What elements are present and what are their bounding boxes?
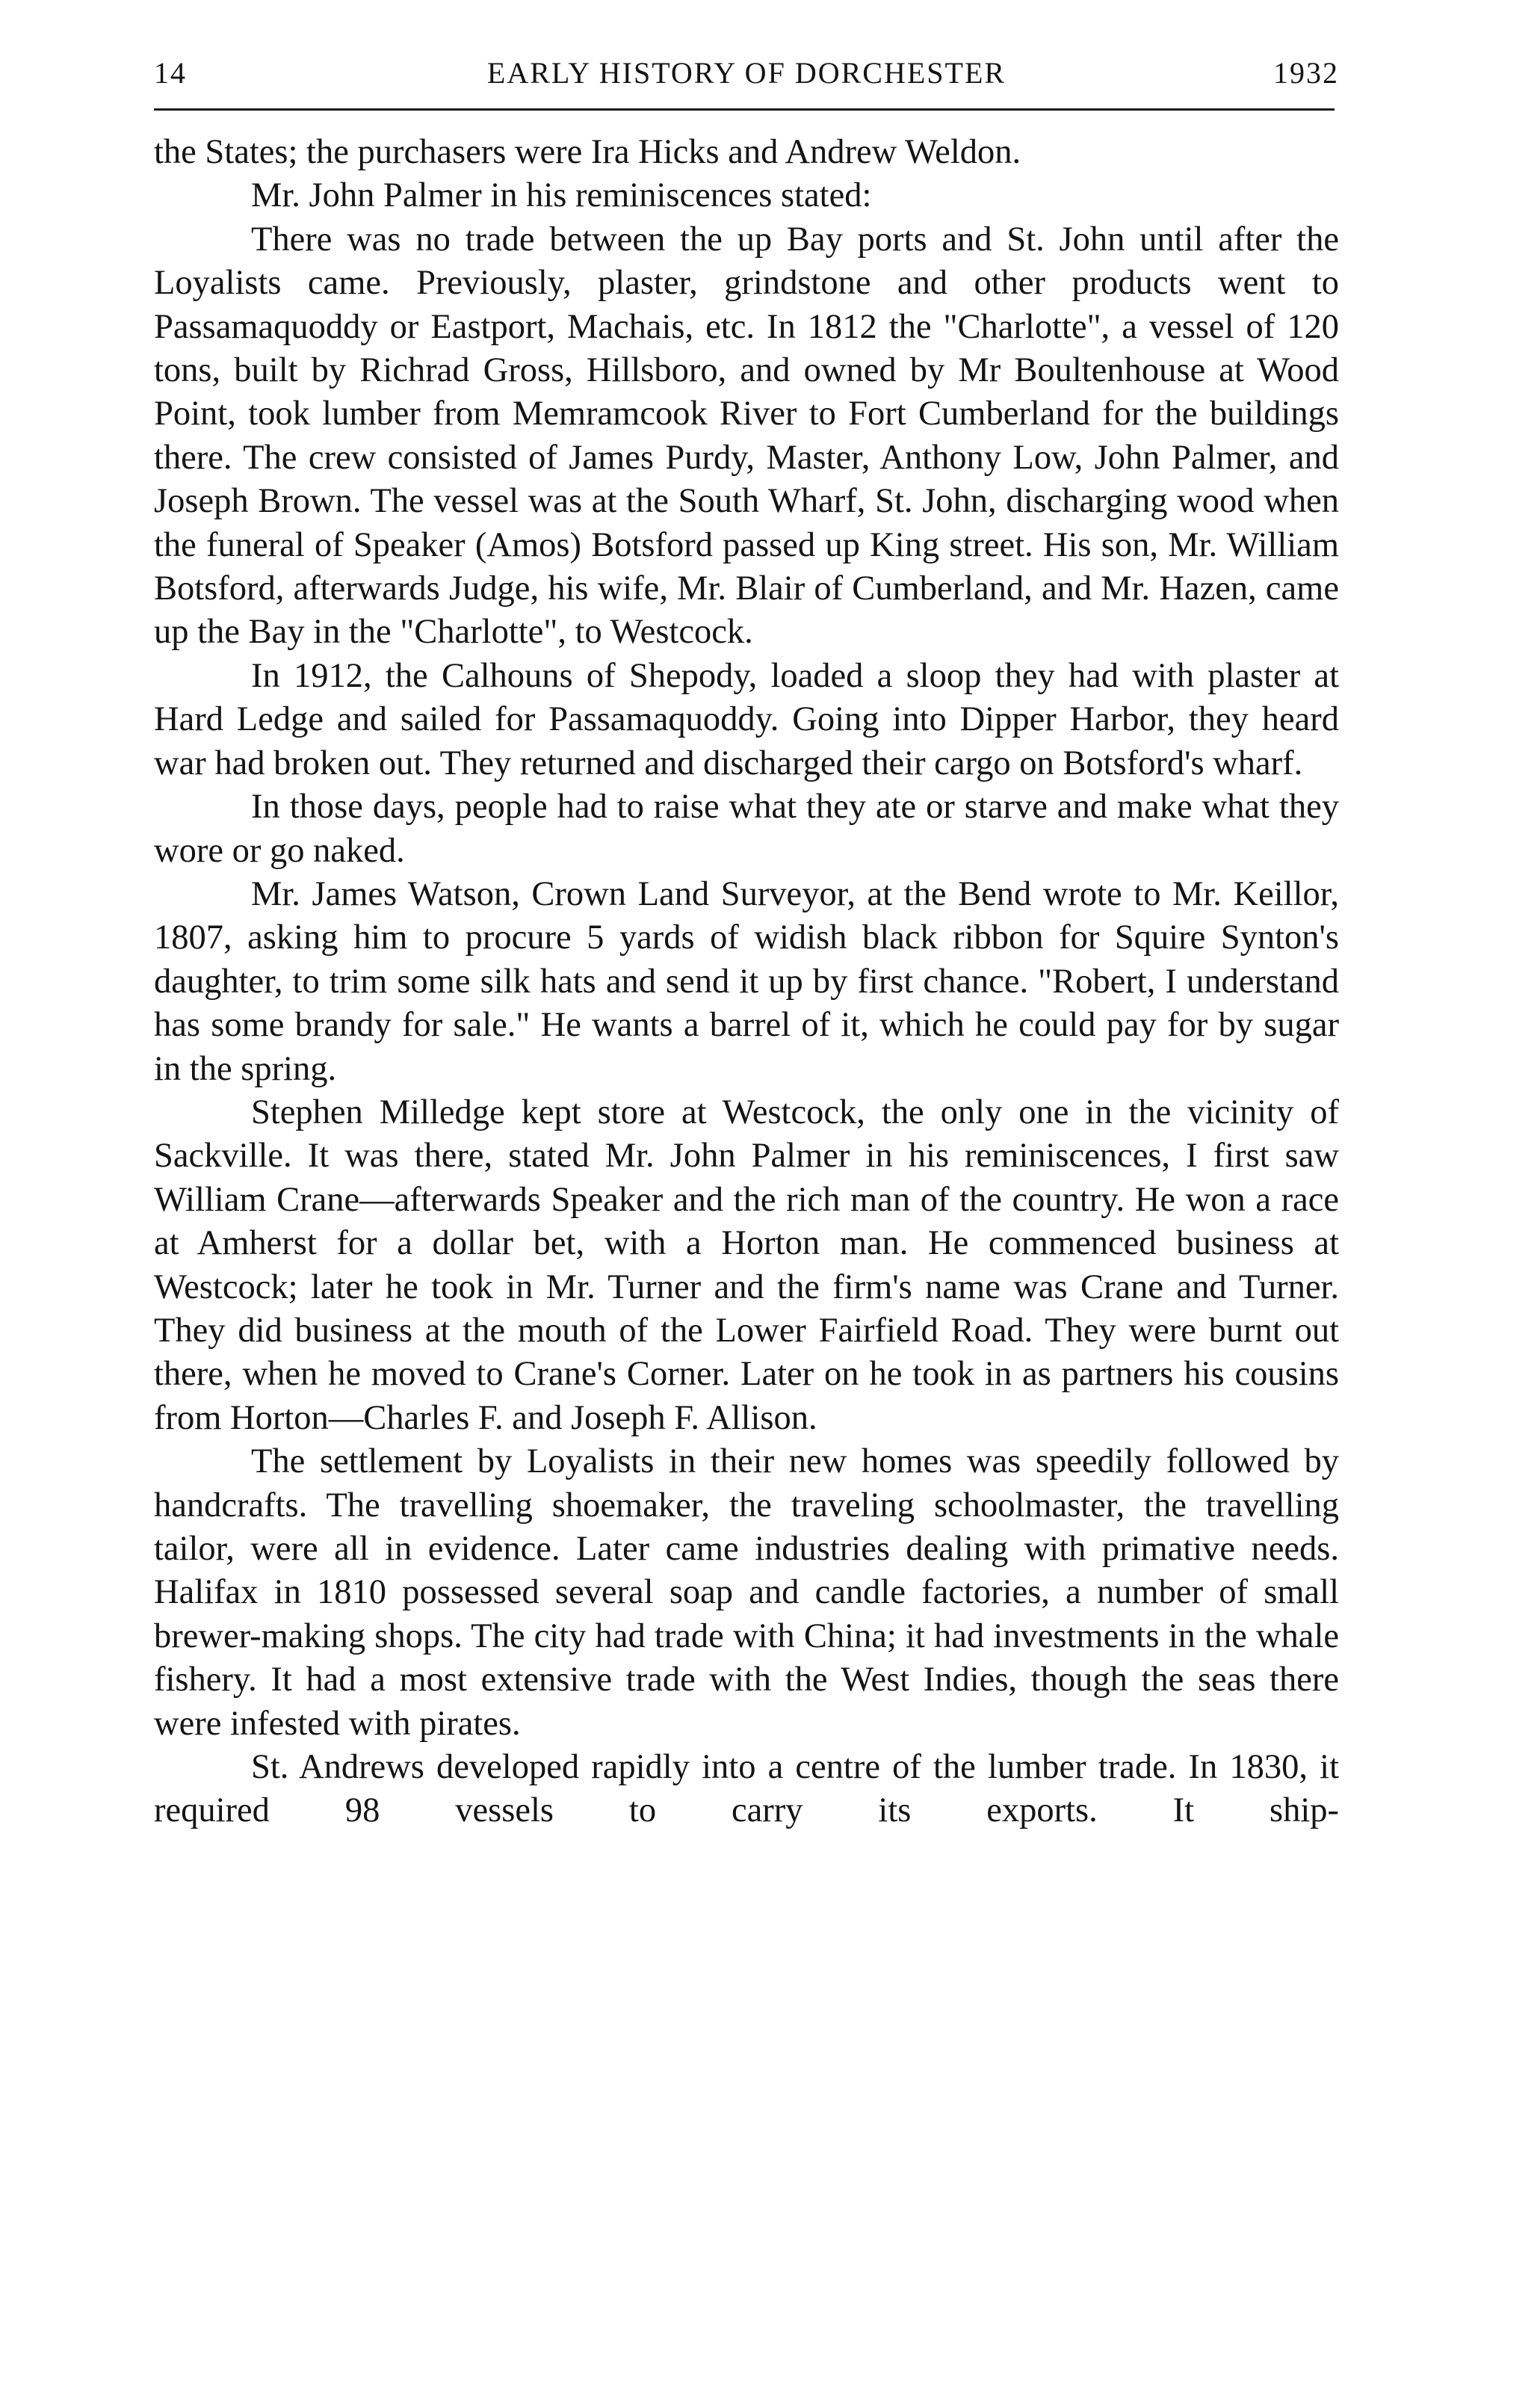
paragraph-milledge: Stephen Milledge kept store at Westcock, the only one in the vicinity of Sackville. It was there, stated Mr. John Palmer in his reminiscences, I first saw William Crane—afterwards Speaker and the rich man of the country. He won a race at Amherst for a dollar bet, with a Horton man. He commenced business at Westcock; later he took in Mr. Turner and the firm's name was Crane and Turner. They did business at the mouth of the Lower Fairfield Road. They were burnt out there, when he moved to Crane's Corner. Later on he took in as partners his cousins from Horton—Charles F. and Joseph F. Allison. <box>154 1093 1339 1437</box>
header-year: 1932 <box>1273 56 1339 90</box>
running-title: EARLY HISTORY OF DORCHESTER <box>486 56 1006 90</box>
header-rule <box>154 108 1335 111</box>
paragraph-palmer-intro: Mr. John Palmer in his reminiscences stated: <box>251 176 872 215</box>
paragraph-charlotte: There was no trade between the up Bay ports and St. John until after the Loyalists came. Previously, plaster, grindstone and other products went to Passamaquoddy or Eastport, Machais, etc. In 1812 the "Charlotte", a vessel of 120 tons, built by Richrad Gross, Hillsboro, and owned by Mr Boultenhouse at Wood Point, took lumber from Memramcook River to Fort Cumberland for the buildings there. The crew consisted of James Purdy, Master, Anthony Low, John Palmer, and Joseph Brown. The vessel was at the South Wharf, St. John, discharging wood when the funeral of Speaker (Amos) Botsford passed up King street. His son, Mr. William Botsford, afterwards Judge, his wife, Mr. Blair of Cumberland, and Mr. Hazen, came up the Bay in the "Charlotte", to Westcock. <box>154 220 1339 652</box>
body-text <box>154 131 1339 1833</box>
paragraph-continuation: the States; the purchasers were Ira Hicks and Andrew Weldon. <box>154 133 1021 171</box>
running-header <box>154 55 1339 100</box>
paragraph-calhouns: In 1912, the Calhouns of Shepody, loaded a sloop they had with plaster at Hard Ledge and sailed for Passamaquoddy. Going into Dipper Harbor, they heard war had broken out. They returned and discharged their cargo on Botsford's wharf. <box>154 656 1339 782</box>
page-number: 14 <box>154 56 187 90</box>
paragraph-watson: Mr. James Watson, Crown Land Surveyor, at the Bend wrote to Mr. Keillor, 1807, asking him to procure 5 yards of widish black ribbon for Squire Synton's daughter, to trim some silk hats and send it up by first chance. "Robert, I understand has some brandy for sale." He wants a barrel of it, which he could pay for by sugar in the spring. <box>154 874 1339 1088</box>
paragraph-st-andrews: St. Andrews developed rapidly into a centre of the lumber trade. In 1830, it required 98 vessels to carry its exports. It ship- <box>154 1748 1339 1830</box>
paragraph-those-days: In those days, people had to raise what they ate or starve and make what they wore or go naked. <box>154 788 1339 870</box>
paragraph-settlement: The settlement by Loyalists in their new homes was speedily followed by handcrafts. The travelling shoemaker, the traveling schoolmaster, the travelling tailor, were all in evidence. Later came industries dealing with primative needs. Halifax in 1810 possessed several soap and candle factories, a number of small brewer-making shops. The city had trade with China; it had investments in the whale fishery. It had a most extensive trade with the West Indies, though the seas there were infested with pirates. <box>154 1442 1339 1743</box>
